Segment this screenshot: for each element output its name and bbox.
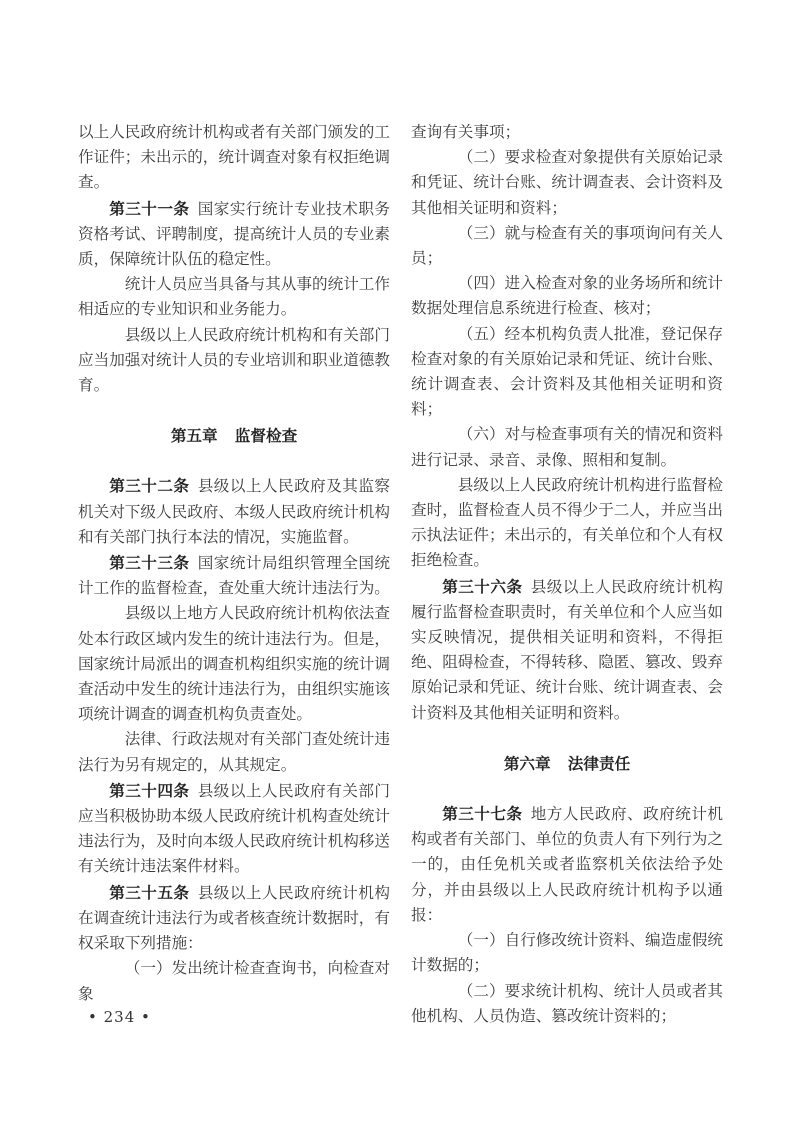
right-column (411, 120, 723, 1029)
article-paragraph (78, 550, 390, 601)
article-label: 第三十四条 (109, 780, 190, 800)
paragraph: 统计人员应当具备与其从事的统计工作相适应的专业知识和业务能力。 (78, 275, 390, 319)
paragraph: （二）要求检查对象提供有关原始记录和凭证、统计台账、统计调查表、会计资料及其他相关证明和资料； (411, 148, 723, 217)
page-number: • 234 • (88, 1008, 151, 1026)
paragraph: 县级以上地方人民政府统计机构依法查处本行政区域内发生的统计违法行为。但是，国家统计局派出的调查机构组织实施的统计调查活动中发生的统计违法行为，由组织实施该项统计调查的调查机构负责查处。 (78, 604, 390, 724)
article-label: 第三十五条 (109, 882, 190, 902)
article-label: 第三十二条 (109, 476, 190, 496)
chapter-title: 法律责任 (567, 753, 631, 773)
paragraph: 县级以上人民政府统计机构和有关部门应当加强对统计人员的专业培训和职业道德教育。 (78, 325, 390, 395)
paragraph: （四）进入检查对象的业务场所和统计数据处理信息系统进行检查、核对； (411, 274, 723, 318)
chapter-heading (78, 423, 390, 448)
article-label: 第三十七条 (442, 804, 523, 824)
article-paragraph (411, 574, 723, 726)
article-text: 地方人民政府、政府统计机构或者有关部门、单位的负责人有下列行为之一的，由任免机关或者监察机关依法给予处分，并由县级以上人民政府统计机构予以通报： (411, 805, 723, 924)
article-text: 县级以上人民政府有关部门应当积极协助本级人民政府统计机构查处统计违法行为，及时向本级人民政府统计机构移送有关统计违法案件材料。 (78, 781, 390, 876)
paragraph: 县级以上人民政府统计机构进行监督检查时，监督检查人员不得少于二人，并应当出示执法证件；未出示的，有关单位和个人有权拒绝检查。 (411, 475, 723, 570)
paragraph: 查询有关事项； (411, 123, 521, 141)
article-paragraph (78, 196, 390, 273)
chapter-number: 第五章 (170, 426, 218, 446)
chapter-number: 第六章 (503, 753, 551, 773)
article-label: 第三十一条 (109, 198, 190, 218)
chapter-title: 监督检查 (234, 426, 298, 446)
paragraph: （三）就与检查有关的事项询问有关人员； (411, 223, 723, 268)
paragraph: （五）经本机构负责人批准，登记保存检查对象的有关原始记录和凭证、统计台账、统计调查表、会计资料及其他相关证明和资料； (411, 324, 723, 419)
article-paragraph (78, 880, 390, 957)
article-paragraph (411, 801, 723, 928)
article-text: 县级以上人民政府统计机构履行监督检查职责时，有关单位和个人应当如实反映情况，提供相关证明和资料，不得拒绝、阻碍检查，不得转移、隐匿、篡改、毁弃原始记录和凭证、统计台账、统计调查表、会计资料及其他相关证明和资料。 (411, 577, 723, 722)
article-paragraph (78, 778, 390, 880)
article-label: 第三十三条 (109, 553, 190, 573)
chapter-heading (411, 751, 723, 776)
article-text: 国家统计局组织管理全国统计工作的监督检查，查处重大统计违法行为。 (78, 554, 390, 598)
article-label: 第三十六条 (442, 576, 523, 596)
paragraph: （六）对与检查事项有关的情况和资料进行记录、录音、录像、照相和复制。 (411, 425, 723, 469)
article-text: 县级以上人民政府统计机构在调查统计违法行为或者核查统计数据时，有权采取下列措施： (78, 883, 390, 953)
paragraph: （二）要求统计机构、统计人员或者其他机构、人员伪造、篡改统计资料的； (411, 981, 723, 1025)
left-column (78, 120, 390, 1007)
paragraph: （一）发出统计检查查询书，向检查对象 (78, 959, 390, 1003)
paragraph: （一）自行修改统计资料、编造虚假统计数据的； (411, 931, 723, 975)
paragraph: 以上人民政府统计机构或者有关部门颁发的工作证件；未出示的，统计调查对象有权拒绝调查。 (78, 123, 390, 192)
article-paragraph (78, 473, 390, 550)
paragraph: 法律、行政法规对有关部门查处统计违法行为另有规定的，从其规定。 (78, 730, 390, 774)
article-text: 县级以上人民政府及其监察机关对下级人民政府、本级人民政府统计机构和有关部门执行本法的情况，实施监督。 (78, 477, 390, 546)
article-text: 国家实行统计专业技术职务资格考试、评聘制度，提高统计人员的专业素质，保障统计队伍的稳定性。 (78, 199, 390, 269)
